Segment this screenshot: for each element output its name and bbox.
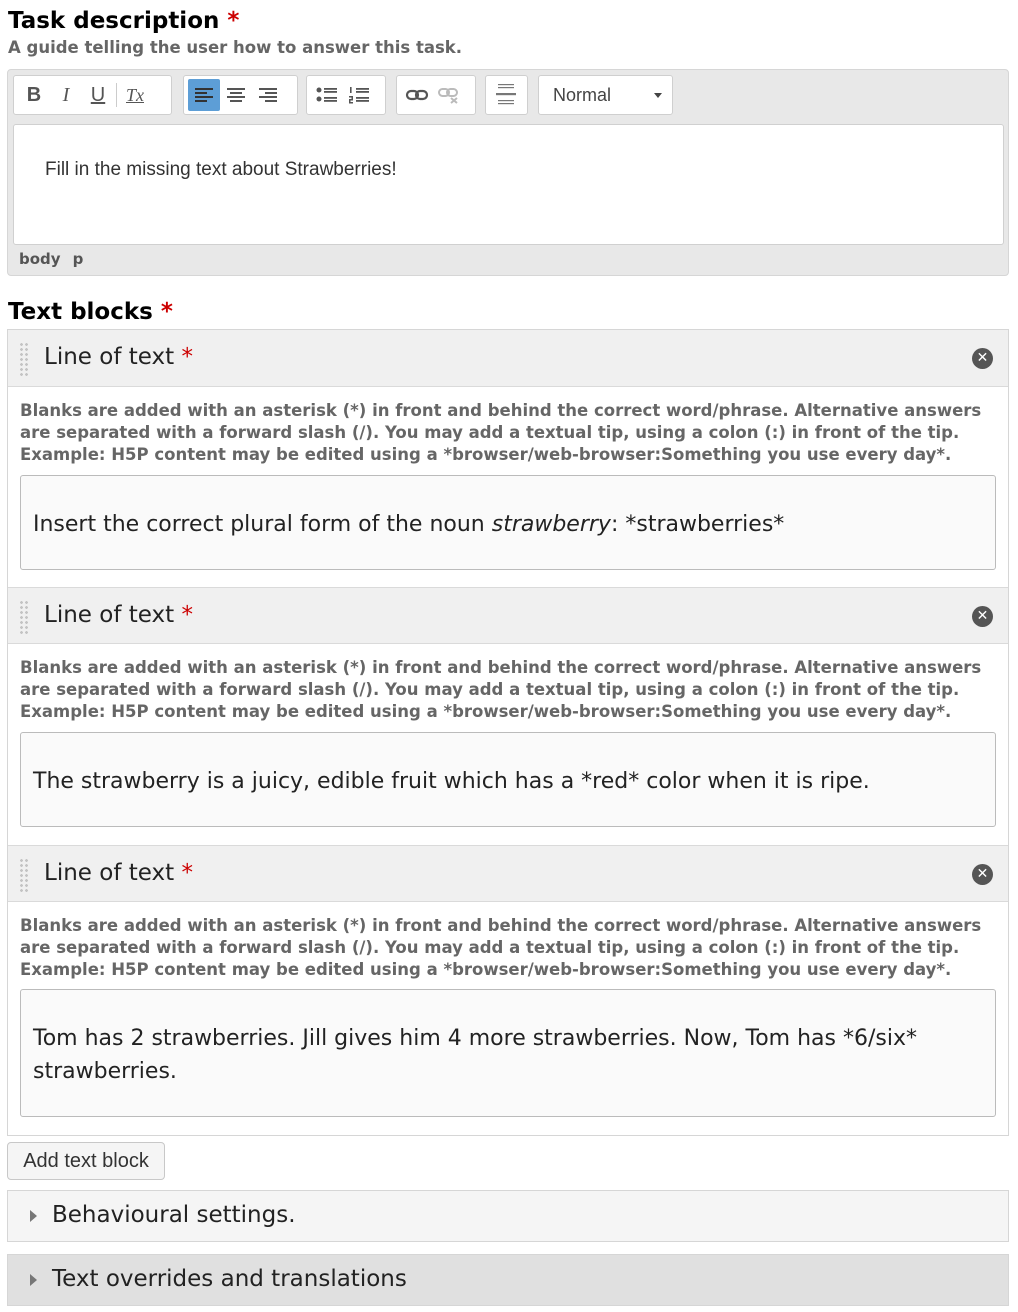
text-style-group <box>13 75 172 115</box>
text-block-header <box>8 845 1008 902</box>
text-block-header <box>8 587 1008 644</box>
list-group <box>306 75 386 115</box>
element-path <box>19 250 95 268</box>
numbered-list-button[interactable] <box>343 79 375 111</box>
required-marker: * <box>160 299 173 325</box>
horizontal-rule-icon <box>495 82 517 108</box>
bold-button[interactable]: B <box>26 83 42 106</box>
text-block-header <box>8 330 1008 387</box>
caret-right-icon <box>30 1210 37 1222</box>
text-block <box>8 587 1008 845</box>
task-description-title: Task description <box>8 8 220 34</box>
text-block-title: Line of text * <box>44 344 193 370</box>
toolbar-separator <box>116 83 117 107</box>
text-overrides-label: Text overrides and translations <box>52 1266 407 1292</box>
text-blocks-label <box>8 299 173 325</box>
unlink-icon <box>437 86 461 104</box>
task-description-text: Fill in the missing text about Strawberries! <box>45 159 397 180</box>
text-blocks-title: Text blocks <box>8 299 153 325</box>
bulleted-list-icon <box>316 85 338 105</box>
caret-right-icon <box>30 1274 37 1286</box>
unlink-button[interactable] <box>433 79 465 111</box>
horizontal-rule-group <box>485 75 528 115</box>
chevron-down-icon <box>654 93 662 98</box>
text-block-hint: Blanks are added with an asterisk (*) in front and behind the correct word/phrase. Alternative answers are separated with a forward slash (/). You may add a textual tip, using a colon (:) in front of the tip. Example: H5P content may be edited using a *browser/web-browser:Something you use every day*. <box>20 658 982 721</box>
task-description-hint: A guide telling the user how to answer this task. <box>8 38 463 57</box>
path-item-body[interactable]: body <box>19 250 61 268</box>
link-button[interactable] <box>401 79 433 111</box>
drag-handle-icon[interactable] <box>19 600 29 635</box>
text-block-hint: Blanks are added with an asterisk (*) in front and behind the correct word/phrase. Alternative answers are separated with a forward slash (/). You may add a textual tip, using a colon (:) in front of the tip. Example: H5P content may be edited using a *browser/web-browser:Something you use every day*. <box>20 401 982 464</box>
format-select[interactable] <box>538 75 673 115</box>
remove-block-icon[interactable]: ✕ <box>972 606 993 627</box>
remove-block-icon[interactable]: ✕ <box>972 348 993 369</box>
behavioural-settings-toggle[interactable] <box>7 1190 1009 1242</box>
task-description-input[interactable] <box>13 124 1004 245</box>
align-left-button[interactable] <box>188 79 220 111</box>
align-center-button[interactable] <box>220 79 252 111</box>
italic-button[interactable]: I <box>62 83 70 106</box>
align-right-icon <box>258 86 278 104</box>
format-select-value: Normal <box>553 85 612 105</box>
rich-text-editor <box>7 69 1009 276</box>
path-item-p[interactable]: p <box>72 250 84 268</box>
text-block-input[interactable]: The strawberry is a juicy, edible fruit which has a *red* color when it is ripe. <box>20 732 996 827</box>
bulleted-list-button[interactable] <box>311 79 343 111</box>
align-left-icon <box>194 86 214 104</box>
remove-format-button[interactable]: Tx <box>126 84 144 105</box>
link-group <box>396 75 476 115</box>
text-block-title: Line of text * <box>44 860 193 886</box>
text-block-input[interactable]: Insert the correct plural form of the noun strawberry: *strawberries* <box>20 475 996 570</box>
text-overrides-toggle[interactable] <box>7 1254 1009 1306</box>
behavioural-settings-label: Behavioural settings. <box>52 1202 296 1228</box>
text-block-hint: Blanks are added with an asterisk (*) in front and behind the correct word/phrase. Alternative answers are separated with a forward slash (/). You may add a textual tip, using a colon (:) in front of the tip. Example: H5P content may be edited using a *browser/web-browser:Something you use every day*. <box>20 916 982 979</box>
alignment-group <box>183 75 298 115</box>
numbered-list-icon <box>348 85 370 105</box>
drag-handle-icon[interactable] <box>19 342 29 377</box>
text-block-title: Line of text * <box>44 602 193 628</box>
required-marker: * <box>227 8 240 34</box>
horizontal-rule-button[interactable] <box>490 79 522 111</box>
task-description-label <box>8 8 239 34</box>
text-block <box>8 330 1008 588</box>
text-blocks-list <box>7 329 1009 1136</box>
underline-button[interactable]: U <box>90 83 106 106</box>
text-block-input[interactable]: Tom has 2 strawberries. Jill gives him 4 more strawberries. Now, Tom has *6/six* strawberries. <box>20 989 996 1117</box>
align-center-icon <box>226 86 246 104</box>
drag-handle-icon[interactable] <box>19 858 29 893</box>
align-right-button[interactable] <box>252 79 284 111</box>
link-icon <box>405 87 429 103</box>
text-block <box>8 845 1008 1135</box>
remove-block-icon[interactable]: ✕ <box>972 864 993 885</box>
add-text-block-button[interactable]: Add text block <box>7 1142 165 1180</box>
